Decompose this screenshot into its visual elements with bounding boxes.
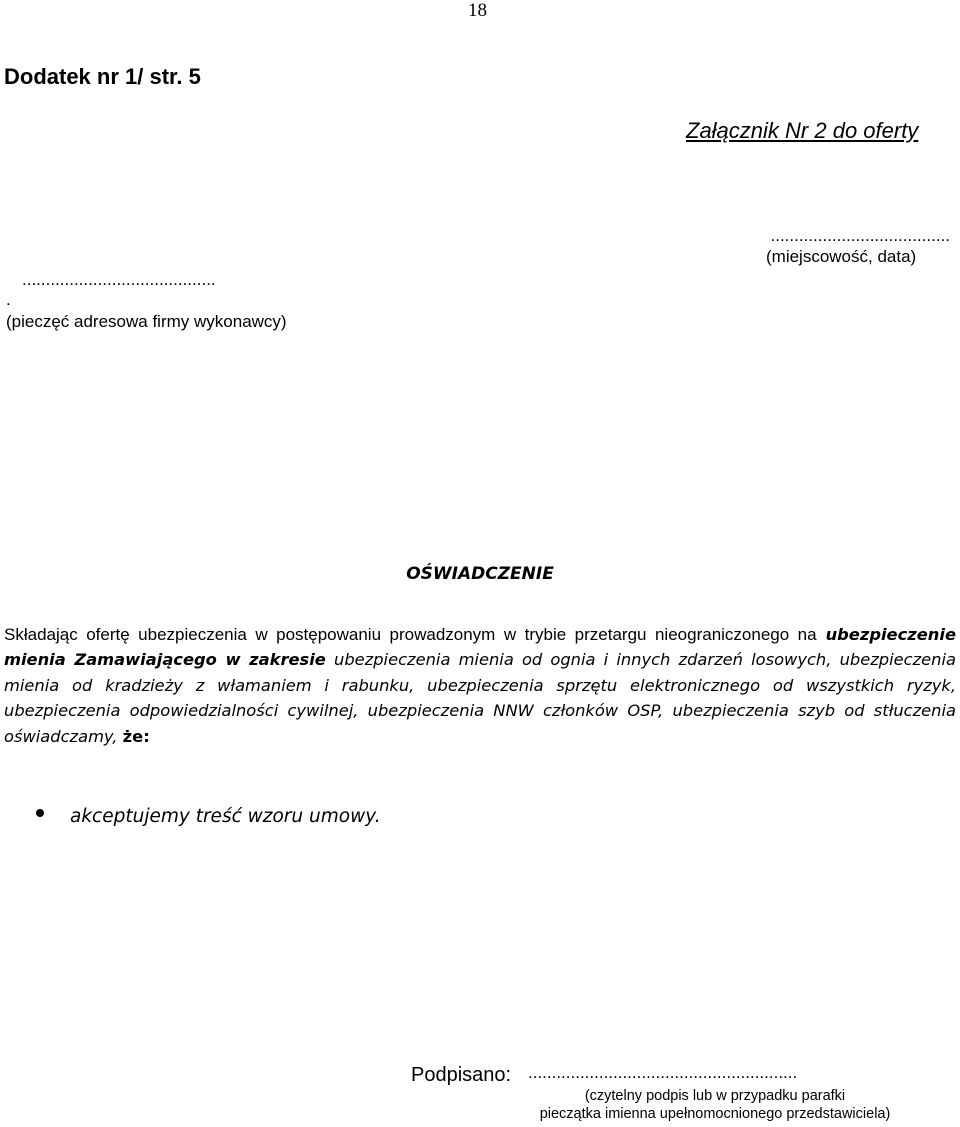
- bullet-icon: [36, 809, 44, 817]
- place-date-label: (miejscowość, data): [766, 247, 917, 266]
- document-title: OŚWIADCZENIE: [406, 564, 554, 584]
- attachment-label: Załącznik Nr 2 do oferty: [686, 118, 919, 143]
- signature-dots: .........................................................: [528, 1063, 798, 1082]
- statement-intro: Składając ofertę ubezpieczenia w postępowaniu prowadzonym w trybie przetargu nieograniczonego na: [4, 625, 817, 644]
- statement-subject: ubezpieczenie mienia Zamawiającego w zakresie: [4, 625, 956, 670]
- statement-closing: że:: [122, 726, 150, 746]
- signature-note: [520, 1087, 910, 1123]
- statement-paragraph: [4, 622, 956, 749]
- place-date-dots: ......................................: [770, 226, 950, 245]
- bullet-item: akceptujemy treść wzoru umowy.: [70, 806, 381, 827]
- signature-note-line-2: pieczątka imienna upełnomocnionego przedstawiciela): [539, 1106, 891, 1122]
- page-number: 18: [468, 0, 487, 21]
- company-stamp-dot: .: [6, 290, 11, 309]
- signature-note-line-1: (czytelny podpis lub w przypadku parafki: [584, 1088, 846, 1104]
- company-stamp-dots: .........................................: [22, 270, 216, 289]
- appendix-label: Dodatek nr 1/ str. 5: [4, 64, 201, 89]
- statement-scope: ubezpieczenia mienia od ognia i innych zdarzeń losowych, ubezpieczenia mienia od kradzieży z włamaniem i rabunku, ubezpieczenia sprzętu elektronicznego od wszystkich ryzyk, ubezpieczenia odpowiedzialności cywilnej, ubezpieczenia NNW członków OSP, ubezpieczenia szyb od stłuczenia oświadczamy,: [4, 650, 957, 746]
- company-stamp-label: (pieczęć adresowa firmy wykonawcy): [6, 312, 287, 331]
- signature-label: Podpisano:: [411, 1064, 512, 1086]
